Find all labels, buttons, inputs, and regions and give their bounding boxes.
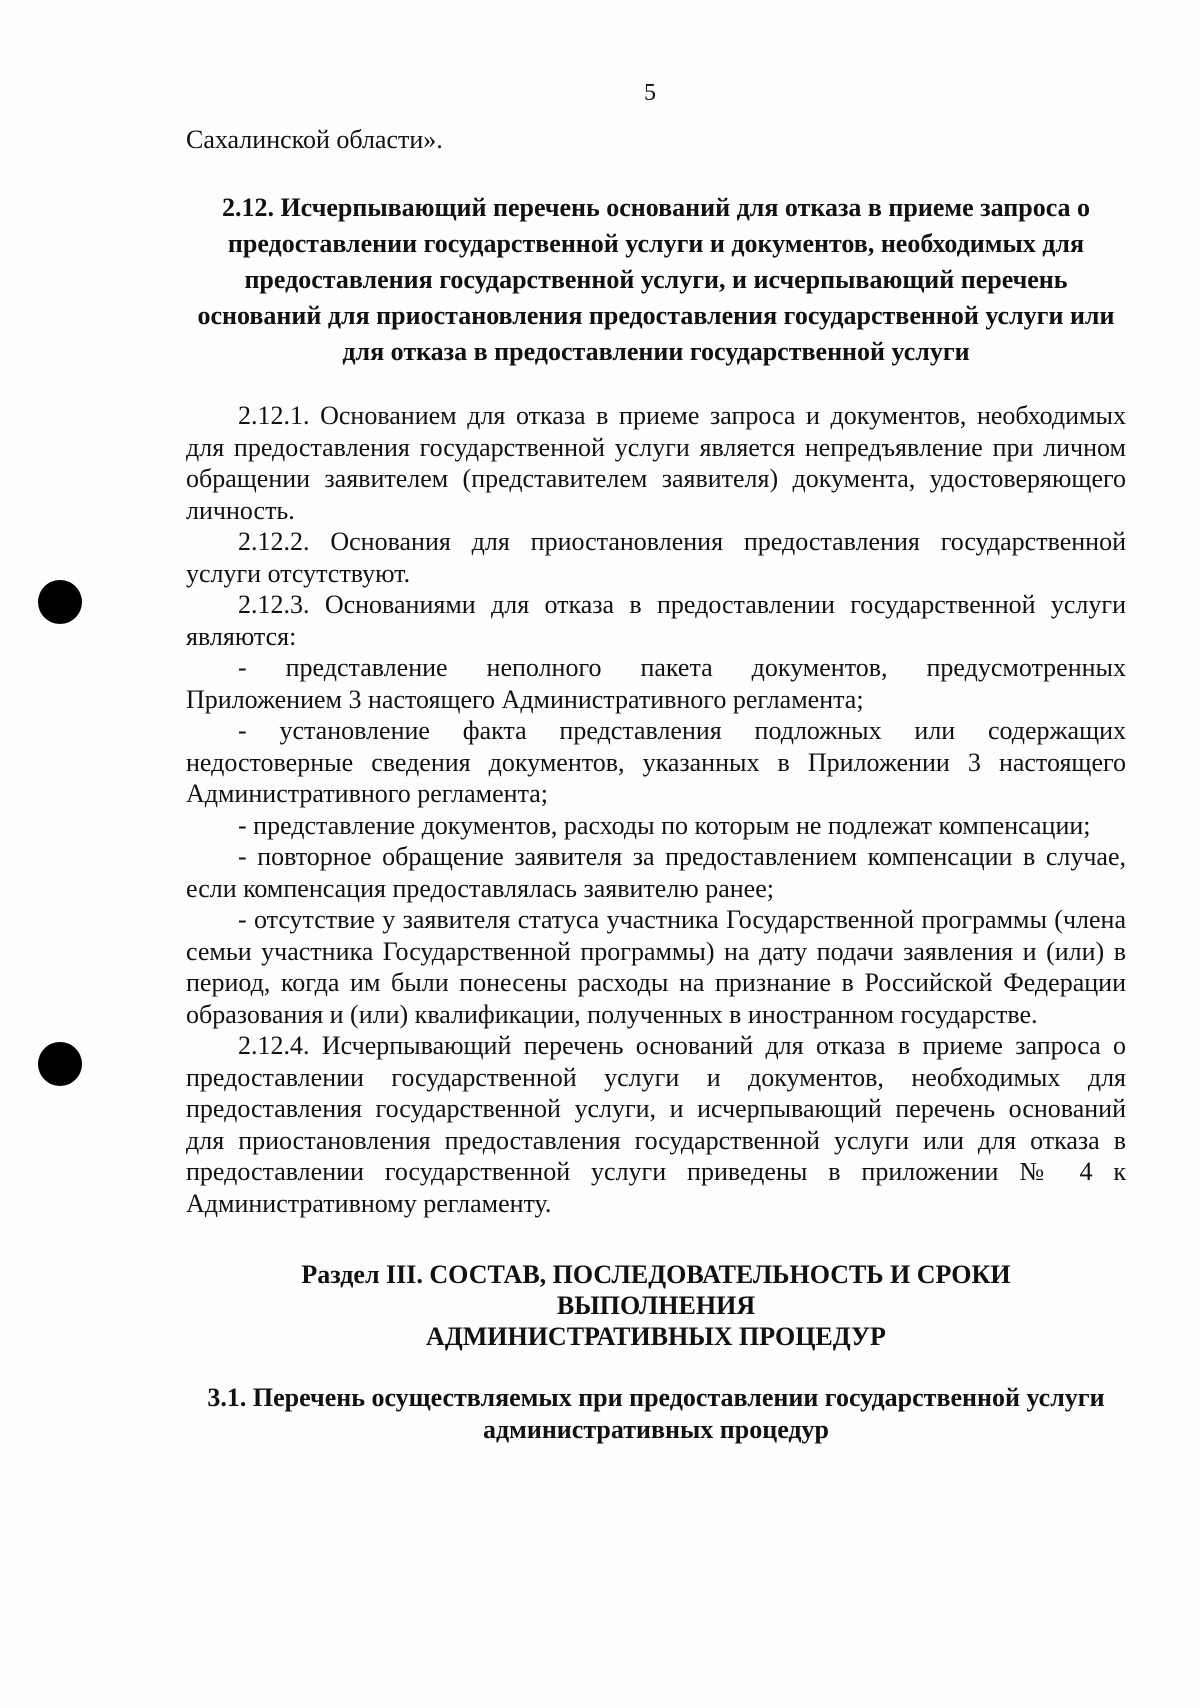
- section-3-title-line: АДМИНИСТРАТИВНЫХ ПРОЦЕДУР: [426, 1322, 886, 1351]
- punch-hole: [38, 1042, 82, 1086]
- list-item: - отсутствие у заявителя статуса участника Государственной программы (члена семьи участника Государственной программы) на дату подачи заявления и (или) в период, когда им были понесены расходы на признание в Российской Федерации образования и (или) квалификации, полученных в иностранном государстве.: [186, 905, 1126, 1029]
- heading-2-12: 2.12. Исчерпывающий перечень оснований для отказа в приеме запроса о предоставлении государственной услуги и документов, необходимых для предоставления государственной услуги, и исчерпывающий перечень оснований для приостановления предоставления государственной услуги или для отказа в предоставлении государственной услуги: [197, 193, 1115, 366]
- punch-hole: [38, 580, 82, 624]
- list-item: - повторное обращение заявителя за предоставлением компенсации в случае, если компенсация предоставлялась заявителю ранее;: [186, 842, 1126, 903]
- paragraph-2-12-1: 2.12.1. Основанием для отказа в приеме запроса и документов, необходимых для предоставления государственной услуги является непредъявление при личном обращении заявителем (представителем заявителя) документа, удостоверяющего личность.: [186, 401, 1126, 525]
- paragraph-2-12-3: 2.12.3. Основаниями для отказа в предоставлении государственной услуги являются:: [186, 590, 1126, 651]
- section-3-title-line: ВЫПОЛНЕНИЯ: [556, 1291, 756, 1320]
- continuation-text: Сахалинской области».: [186, 125, 443, 154]
- list-item: - представление неполного пакета документов, предусмотренных Приложением 3 настоящего Административного регламента;: [186, 653, 1126, 714]
- list-item: - представление документов, расходы по которым не подлежат компенсации;: [238, 810, 1091, 840]
- list-item: - установление факта представления подложных или содержащих недостоверные сведения документов, указанных в Приложении 3 настоящего Административного регламента;: [186, 716, 1126, 808]
- section-3-title-line: Раздел III. СОСТАВ, ПОСЛЕДОВАТЕЛЬНОСТЬ И СРОКИ: [301, 1260, 1011, 1289]
- section-3-title: [186, 1259, 1126, 1352]
- page-content: [186, 122, 1126, 1446]
- page-number: 5: [644, 80, 656, 106]
- heading-3-1: 3.1. Перечень осуществляемых при предоставлении государственной услуги административных процедур: [207, 1383, 1105, 1444]
- paragraph-2-12-4: 2.12.4. Исчерпывающий перечень оснований для отказа в приеме запроса о предоставлении государственной услуги и документов, необходимых для предоставления государственной услуги, и исчерпывающий перечень оснований для приостановления предоставления государственной услуги или для отказа в предоставлении государственной услуги приведены в приложении № 4 к Административному регламенту.: [186, 1031, 1126, 1218]
- paragraph-2-12-2: 2.12.2. Основания для приостановления предоставления государственной услуги отсутствуют.: [186, 527, 1126, 588]
